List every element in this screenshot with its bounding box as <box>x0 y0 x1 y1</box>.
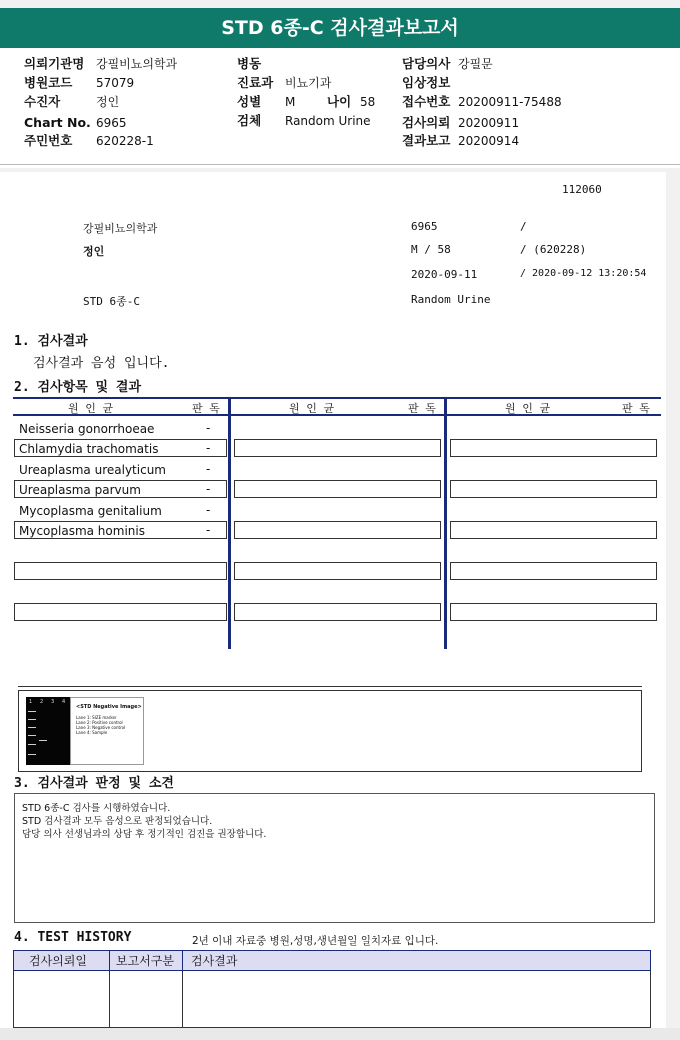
result-cell <box>14 603 227 621</box>
result-cell <box>234 603 441 621</box>
header-value: 620228-1 <box>96 134 154 148</box>
result-cell <box>450 603 657 621</box>
header-label: 병동 <box>237 56 262 71</box>
report-chart: 6965 <box>411 220 438 233</box>
report-reported: / 2020-09-12 13:20:54 <box>520 268 647 279</box>
opinion-line: STD 검사결과 모두 음성으로 판정되었습니다. <box>22 816 213 827</box>
section-1-title: 1. 검사결과 <box>14 334 88 349</box>
result-cell <box>14 562 227 580</box>
report-specimen: Random Urine <box>411 293 491 306</box>
column-header-result: 판 독 <box>622 402 650 415</box>
history-cell <box>110 971 183 1028</box>
lane-label: 3 <box>51 699 55 705</box>
header-value: 강필비뇨의학과 <box>96 57 178 71</box>
header-value: M <box>285 95 296 109</box>
result-cell <box>450 480 657 498</box>
header-label: 담당의사 <box>402 56 451 71</box>
organism-result: - <box>206 482 211 496</box>
header-value: 비뇨기과 <box>285 76 332 90</box>
header-label: 의뢰기관명 <box>24 56 85 71</box>
header-label: 주민번호 <box>24 133 73 148</box>
report-sex-age: M / 58 <box>411 243 451 256</box>
header-label: 결과보고 <box>402 133 451 148</box>
gel-band <box>28 711 36 712</box>
history-col-header: 검사결과 <box>183 951 651 971</box>
opinion-line: 담당 의사 선생님과의 상담 후 정기적인 검진을 권장합니다. <box>22 829 267 840</box>
history-col-header: 검사의뢰일 <box>14 951 110 971</box>
header-label: Chart No. <box>24 115 91 130</box>
gel-band <box>28 727 36 728</box>
gel-band <box>28 719 36 720</box>
result-cell <box>234 439 441 457</box>
header-value: 6965 <box>96 116 127 130</box>
section-4-title: 4. TEST HISTORY <box>14 930 132 945</box>
age-value: 58 <box>360 95 376 109</box>
header-label: 검사의뢰 <box>402 115 451 130</box>
header-value: 정인 <box>96 95 120 109</box>
report-dob: / (620228) <box>520 243 587 256</box>
gel-legend-line: Lane 1: SIZE marker <box>76 715 117 720</box>
organism-result: - <box>206 462 211 476</box>
report-patient: 정인 <box>83 245 105 258</box>
age-label: 나이 <box>327 94 352 109</box>
history-col-header: 보고서구분 <box>110 951 183 971</box>
header-label: 수진자 <box>24 94 61 109</box>
header-label: 성별 <box>237 94 262 109</box>
gel-legend-title: <STD Negative Image> <box>76 704 142 710</box>
page-footer <box>0 1028 680 1040</box>
organism-name: Mycoplasma hominis <box>19 524 145 538</box>
column-divider <box>444 397 447 649</box>
history-table <box>13 950 651 1028</box>
report-code: 112060 <box>562 183 602 196</box>
organism-name: Ureaplasma parvum <box>19 483 141 497</box>
gel-legend-line: Lane 4: Sample <box>76 730 108 735</box>
organism-result: - <box>206 441 211 455</box>
history-note: 2년 이내 자료중 병원,성명,생년월일 일치자료 입니다. <box>192 935 439 947</box>
result-cell <box>234 521 441 539</box>
table-top-rule <box>13 397 661 399</box>
lane-label: 2 <box>40 699 44 705</box>
section-2-title: 2. 검사항목 및 결과 <box>14 380 142 395</box>
column-header-result: 판 독 <box>408 402 436 415</box>
lane-label: 4 <box>62 699 66 705</box>
result-cell <box>450 562 657 580</box>
header-label: 검체 <box>237 113 262 128</box>
gel-top-rule <box>18 686 642 687</box>
header-label: 진료과 <box>237 75 274 90</box>
column-header-result: 판 독 <box>192 402 220 415</box>
section-1-text: 검사결과 음성 입니다. <box>33 356 170 371</box>
result-cell <box>450 439 657 457</box>
history-cell <box>14 971 110 1028</box>
organism-result: - <box>206 421 211 435</box>
gel-legend-line: Lane 2: Positive control <box>76 720 123 725</box>
column-header-organism: 원 인 균 <box>505 402 551 415</box>
header-label: 접수번호 <box>402 94 451 109</box>
report-hospital: 강필비뇨의학과 <box>83 222 158 235</box>
result-cell <box>234 562 441 580</box>
organism-result: - <box>206 503 211 517</box>
gel-band <box>28 754 36 755</box>
section-3-title: 3. 검사결과 판정 및 소견 <box>14 776 174 791</box>
gel-electrophoresis-image <box>26 697 70 765</box>
column-header-organism: 원 인 균 <box>68 402 114 415</box>
organism-name: Chlamydia trachomatis <box>19 442 159 456</box>
organism-result: - <box>206 523 211 537</box>
opinion-line: STD 6종-C 검사를 시행하였습니다. <box>22 803 171 814</box>
report-title: STD 6종-C 검사결과보고서 <box>0 8 680 48</box>
gel-band <box>28 744 36 745</box>
report-test-name: STD 6종-C <box>83 295 140 308</box>
result-cell <box>450 521 657 539</box>
header-value: 20200914 <box>458 134 520 148</box>
column-header-organism: 원 인 균 <box>289 402 335 415</box>
organism-name: Mycoplasma genitalium <box>19 504 162 518</box>
gel-legend <box>70 697 144 765</box>
organism-name: Neisseria gonorrhoeae <box>19 422 155 436</box>
history-cell <box>183 971 651 1028</box>
lane-label: 1 <box>29 699 33 705</box>
header-info <box>0 48 680 168</box>
header-value: 20200911-75488 <box>458 95 562 109</box>
header-label: 병원코드 <box>24 75 73 90</box>
header-value: Random Urine <box>285 114 371 128</box>
gel-band <box>28 735 36 736</box>
header-divider <box>0 164 680 165</box>
report-slash: / <box>520 220 527 233</box>
gel-band <box>39 740 47 741</box>
gel-legend-line: Lane 3: Negative control <box>76 725 126 730</box>
header-value: 20200911 <box>458 116 520 130</box>
organism-name: Ureaplasma urealyticum <box>19 463 166 477</box>
report-received: 2020-09-11 <box>411 268 478 281</box>
header-label: 임상정보 <box>402 75 451 90</box>
column-divider <box>228 397 231 649</box>
result-cell <box>234 480 441 498</box>
header-value: 57079 <box>96 76 135 90</box>
header-value: 강필문 <box>458 57 493 71</box>
